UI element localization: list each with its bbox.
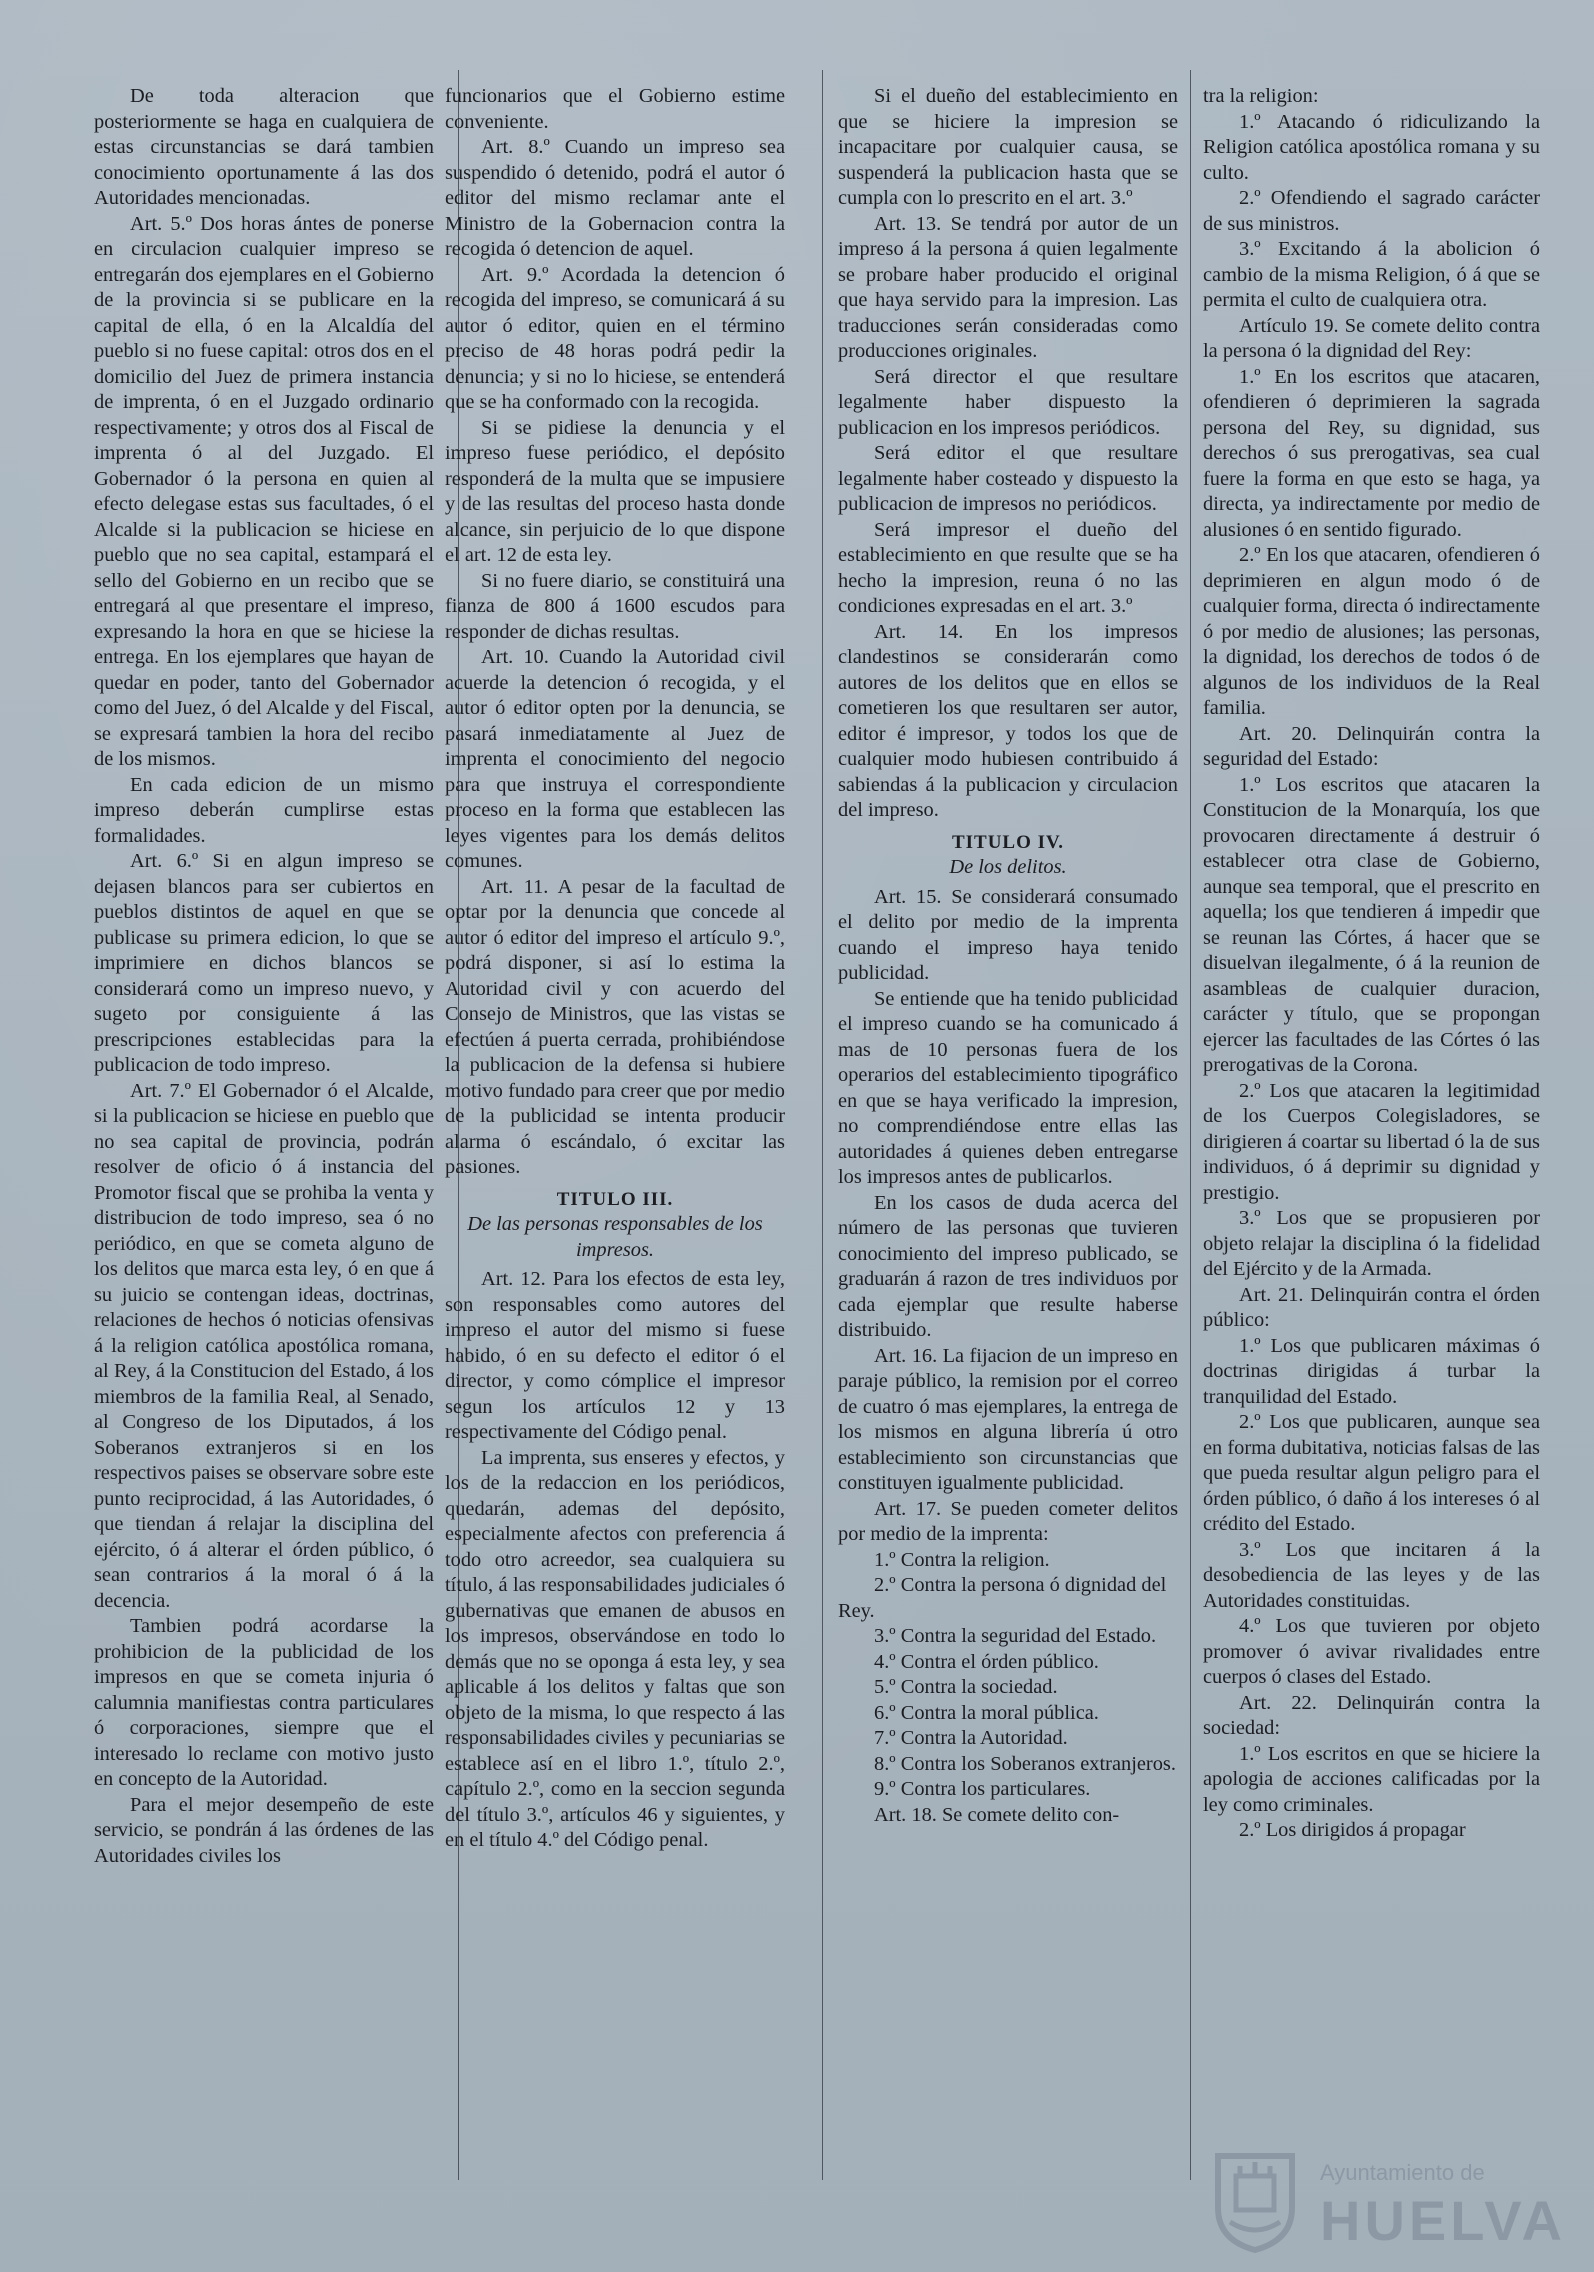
- list-item: 5.º Contra la sociedad.: [874, 1676, 1058, 1698]
- paragraph: Art. 11. A pesar de la facultad de optar por la denuncia que concede al autor ó editor del impreso el artículo 9.º, podrá disponer, si así lo estima la Autoridad civil y con acuerdo del Consejo de Ministros, que las vistas se efectúen á puerta cerrada, prohibiéndose la publicacion de la defensa si hubiere motivo fundado para creer que por medio de la publicidad se intenta producir alarma ó escándalo, ó excitar las pasiones.: [445, 875, 785, 1178]
- list-item: 9.º Contra los particulares.: [874, 1778, 1091, 1800]
- section-title: TITULO III.: [556, 1188, 674, 1210]
- paragraph: Art. 14. En los impresos clandestinos se considerarán como autores de los delitos que en ellos se cometieren los que resultaren ser autor, editor é impresor, y todos los que de cualquier modo hubiesen contribuido á sabiendas á la publicacion y circulacion del impreso.: [838, 620, 1178, 821]
- paragraph: Si el dueño del establecimiento en que se hiciere la impresion se incapacitare por cualquier causa, se suspenderá la publicacion hasta que se cumpla con lo prescrito en el art. 3.º: [838, 85, 1178, 209]
- paragraph: Será editor el que resultare legalmente haber costeado y dispuesto la publicacion de impresos no periódicos.: [838, 442, 1178, 515]
- paragraph: De toda alteracion que posteriormente se haga en cualquiera de estas circunstancias se dará tambien conocimiento oportunamente á las dos Autoridades mencionadas.: [94, 85, 434, 209]
- paragraph: tra la religion:: [1203, 85, 1319, 107]
- paragraph: Art. 15. Se considerará consumado el delito por medio de la imprenta cuando el impreso haya tenido publicidad.: [838, 885, 1178, 984]
- paragraph: En los casos de duda acerca del número de las personas que tuvieren conocimiento del impreso publicado, se graduarán á razon de tres individuos por cada ejemplar que resulte haberse distribuido.: [838, 1191, 1178, 1341]
- list-item: 1.º Contra la religion.: [874, 1548, 1050, 1571]
- paragraph: Será impresor el dueño del establecimiento en que resulte que se ha hecho la impresion, reuna ó no las condiciones expresadas en el art. 3.º: [838, 518, 1178, 617]
- paragraph: Tambien podrá acordarse la prohibicion de la publicidad de los impresos en que se cometa injuria ó calumnia manifiestas contra particulares ó corporaciones, siempre que el interesado lo reclame con motivo justo en concepto de la Autoridad.: [94, 1615, 434, 1790]
- list-item: 7.º Contra la Autoridad.: [874, 1727, 1068, 1749]
- list-item: 4.º Contra el órden público.: [874, 1650, 1099, 1673]
- paragraph: En cada edicion de un mismo impreso deberán cumplirse estas formalidades.: [94, 773, 434, 847]
- paragraph: 2.º En los que atacaren, ofendieren ó deprimieren en algun modo ó de cualquier forma, directa ó indirectamente ó por medio de alusiones; las personas, la dignidad, los derechos de todos ó de algunos de los individuos de la Real familia.: [1203, 544, 1540, 719]
- paragraph: Art. 17. Se pueden cometer delitos por medio de la imprenta:: [838, 1497, 1178, 1545]
- paragraph: Artículo 19. Se comete delito contra la persona ó la dignidad del Rey:: [1203, 314, 1540, 362]
- paragraph: Art. 16. La fijacion de un impreso en paraje público, la remision por el correo de cuatro ó mas ejemplares, la entrega de los mismos en alguna librería ú otro establecimiento son circunstancias que constituyen igualmente publicidad.: [838, 1344, 1178, 1494]
- paragraph: 2.º Los dirigidos á propagar: [1239, 1819, 1466, 1841]
- paragraph: 3.º Los que se propusieren por objeto relajar la disciplina ó la fidelidad del Ejército y de la Armada.: [1203, 1207, 1540, 1280]
- section-title: TITULO IV.: [951, 831, 1065, 853]
- list-item: 6.º Contra la moral pública.: [874, 1701, 1099, 1724]
- paragraph: 1.º Los escritos en que se hiciere la apologia de acciones calificadas por la ley como criminales.: [1203, 1742, 1540, 1816]
- paragraph: 1.º En los escritos que atacaren, ofendieren ó deprimieren la sagrada persona del Rey, su dignidad, sus derechos ó sus prerogativas, sea cual fuere la forma en que esto se haga, ya directa, ya indirectamente por medio de alusiones ó en sentido figurado.: [1203, 365, 1540, 541]
- paragraph: Art. 8.º Cuando un impreso sea suspendido ó detenido, podrá el autor ó editor del mismo reclamar ante el Ministro de la Gobernacion contra la recogida ó detencion de aquel.: [445, 136, 785, 260]
- list-item: 3.º Contra la seguridad del Estado.: [874, 1625, 1157, 1647]
- paragraph: Si se pidiese la denuncia y el impreso fuese periódico, el depósito responderá de la multa que se impusiere y de las resultas del proceso hasta donde alcance, sin perjuicio de lo que dispone el art. 12 de esta ley.: [445, 416, 785, 566]
- paragraph: 1.º Los escritos que atacaren la Constitucion de la Monarquía, los que provocaren directamente á destruir ó establecer otra clase de Gobierno, aunque sea temporal, que el prescrito en aquella; los que tendieren á impedir que se reunan las Córtes, á hacer que se disuelvan ilegalmente, ó á la reunion de asambleas de cualquier duracion, carácter y título, que se propongan ejercer las facultades de las Córtes ó las prerogativas de la Corona.: [1203, 773, 1540, 1076]
- paragraph: Art. 18. Se comete delito con-: [874, 1803, 1120, 1826]
- section-subtitle: De los delitos.: [949, 856, 1067, 878]
- paragraph: Art. 22. Delinquirán contra la sociedad:: [1203, 1691, 1540, 1739]
- paragraph: Art. 5.º Dos horas ántes de ponerse en circulacion cualquier impreso se entregarán dos ejemplares en el Gobierno de la provincia si se publicare en la capital de ella, ó en la Alcaldía del pueblo si no fuese capital: otros dos en el domicilio del Juez de primera instancia de imprenta, ó en el Juzgado ordinario respectivamente; y otros dos al Fiscal de imprenta ó al del Juzgado. El Gobernador ó la persona en quien al efecto delegase estas sus facultades, ó el Alcalde si la publicacion se hiciese en pueblo que no sea capital, estampará el sello del Gobierno en un recibo que se entregará al que presentare el impreso, expresando la hora en que se hiciese la entrega. En los ejemplares que hayan de quedar en poder, tanto del Gobernador como del Juez, ó del Alcalde y del Fiscal, se expresará tambien la hora del recibo de los mismos.: [94, 212, 434, 770]
- paragraph: Será director el que resultare legalmente haber dispuesto la publicacion en los impresos periódicos.: [838, 365, 1178, 439]
- text-column-1: [94, 84, 434, 2164]
- paragraph: 3.º Los que incitaren á la desobediencia de las leyes y de las Autoridades constituidas.: [1203, 1538, 1540, 1612]
- paragraph: 1.º Atacando ó ridiculizando la Religion católica apostólica romana y su culto.: [1203, 110, 1540, 184]
- paragraph: Para el mejor desempeño de este servicio, se pondrán á las órdenes de las Autoridades civiles los: [94, 1793, 434, 1867]
- paragraph: Art. 13. Se tendrá por autor de un impreso á la persona á quien legalmente se probare haber producido el original que haya servido para la impresion. Las traducciones serán consideradas como producciones originales.: [838, 212, 1178, 362]
- paragraph: funcionarios que el Gobierno estime conveniente.: [445, 85, 785, 133]
- paragraph: Art. 20. Delinquirán contra la seguridad del Estado:: [1203, 722, 1540, 770]
- paragraph: Art. 21. Delinquirán contra el órden público:: [1203, 1283, 1540, 1331]
- list-item: 8.º Contra los Soberanos extranjeros.: [874, 1752, 1176, 1775]
- text-column-2: [445, 84, 785, 2164]
- paragraph: Art. 10. Cuando la Autoridad civil acuerde la detencion ó recogida, y el autor ó editor opten por la denuncia, se pasará inmediatamente al Juez de imprenta el conocimiento del negocio para que instruya el correspondiente proceso en la forma que establecen las leyes vigentes para los demás delitos comunes.: [445, 646, 785, 872]
- paragraph: Art. 9.º Acordada la detencion ó recogida del impreso, se comunicará á su autor ó editor, quien en el término preciso de 48 horas podrá pedir la denuncia; y si no lo hiciese, se entenderá que se ha conformado con la recogida.: [445, 263, 785, 413]
- paragraph: Art. 6.º Si en algun impreso se dejasen blancos para ser cubiertos en pueblos distintos de aquel en que se publicase su primera edicion, lo que se imprimiere en dichos blancos se considerará como un impreso nuevo, y sugeto por consiguiente á las prescripciones establecidas para la publicacion de todo impreso.: [94, 850, 434, 1076]
- paragraph: 2.º Los que atacaren la legitimidad de los Cuerpos Colegisladores, se dirigieren á coartar su libertad ó la de sus individuos, ó á deprimir su dignidad y prestigio.: [1203, 1079, 1540, 1204]
- paragraph: 1.º Los que publicaren máximas ó doctrinas dirigidas á turbar la tranquilidad del Estado.: [1203, 1334, 1540, 1408]
- list-item: 2.º Contra la persona ó dignidad del Rey.: [838, 1574, 1167, 1622]
- watermark-small-text: Ayuntamiento de: [1320, 2160, 1485, 2185]
- paragraph: Art. 12. Para los efectos de esta ley, son responsables como autores del impreso el autor del mismo si fuese habido, ó en su defecto el editor ó el director, y como cómplice el impresor segun los artículos 12 y 13 respectivamente del Código penal.: [445, 1268, 785, 1443]
- paragraph: Art. 7.º El Gobernador ó el Alcalde, si la publicacion se hiciese en pueblo que no sea capital de provincia, podrán resolver de oficio ó á instancia del Promotor fiscal que se prohiba la venta y distribucion de todo impreso, sea ó no periódico, en que se cometa alguno de los delitos que marca esta ley, ó en que á su juicio se contengan ideas, doctrinas, relaciones de hechos ó noticias ofensivas á la religion católica apostólica romana, al Rey, á la Constitucion del Estado, á los miembros de la familia Real, al Senado, al Congreso de los Diputados, á los Soberanos extranjeros si en los respectivos paises se observare sobre este punto reciprocidad, á las Autoridades, ó que tiendan á relajar la disciplina del ejército, ó á alterar el órden público, ó sean contrarios á la moral ó á la decencia.: [94, 1079, 434, 1612]
- text-column-4: [1203, 84, 1540, 2164]
- paragraph: 2.º Ofendiendo el sagrado carácter de sus ministros.: [1203, 187, 1540, 235]
- watermark-big-text: HUELVA: [1320, 2189, 1566, 2252]
- paragraph: Se entiende que ha tenido publicidad el impreso cuando se ha comunicado á mas de 10 personas fuera de los operarios del establecimiento tipográfico en que se haya verificado la impresion, no comprendiéndose entre ellas las autoridades á quienes deben entregarse los impresos antes de publicarlos.: [838, 987, 1178, 1188]
- paragraph: Si no fuere diario, se constituirá una fianza de 800 á 1600 escudos para responder de dichas resultas.: [445, 569, 785, 643]
- text-column-3: [838, 84, 1178, 2164]
- paragraph: 2.º Los que publicaren, aunque sea en forma dubitativa, noticias falsas de las que pueda resultar algun peligro para el órden público, ó daño á los intereses ó al crédito del Estado.: [1203, 1411, 1540, 1535]
- section-subtitle: De las personas responsables de los impresos.: [467, 1213, 763, 1261]
- paragraph: 3.º Excitando á la abolicion ó cambio de la misma Religion, ó á que se permita el culto de cualquiera otra.: [1203, 238, 1540, 311]
- paragraph: La imprenta, sus enseres y efectos, y los de la redaccion en los periódicos, quedarán, ademas del depósito, especialmente afectos con preferencia á todo otro acreedor, sea cualquiera su título, á las responsabilidades judiciales ó gubernativas que emanen de abusos en los impresos, observándose en todo lo demás que no se oponga á esta ley, y sea aplicable á los delitos y faltas que son objeto de la misma, lo que respecto á las responsabilidades civiles y pecuniarias se establece así en el libro 1.º, título 2.º, capítulo 2.º, como en la seccion segunda del título 3.º, artículos 46 y siguientes, y en el título 4.º del Código penal.: [445, 1446, 785, 1851]
- column-rule: [1190, 70, 1191, 2180]
- archive-watermark: [1210, 2150, 1570, 2260]
- paragraph: 4.º Los que tuvieren por objeto promover ó avivar rivalidades entre cuerpos ó clases del Estado.: [1203, 1615, 1540, 1688]
- column-rule: [822, 70, 823, 2180]
- city-coat-of-arms-icon: [1210, 2150, 1300, 2254]
